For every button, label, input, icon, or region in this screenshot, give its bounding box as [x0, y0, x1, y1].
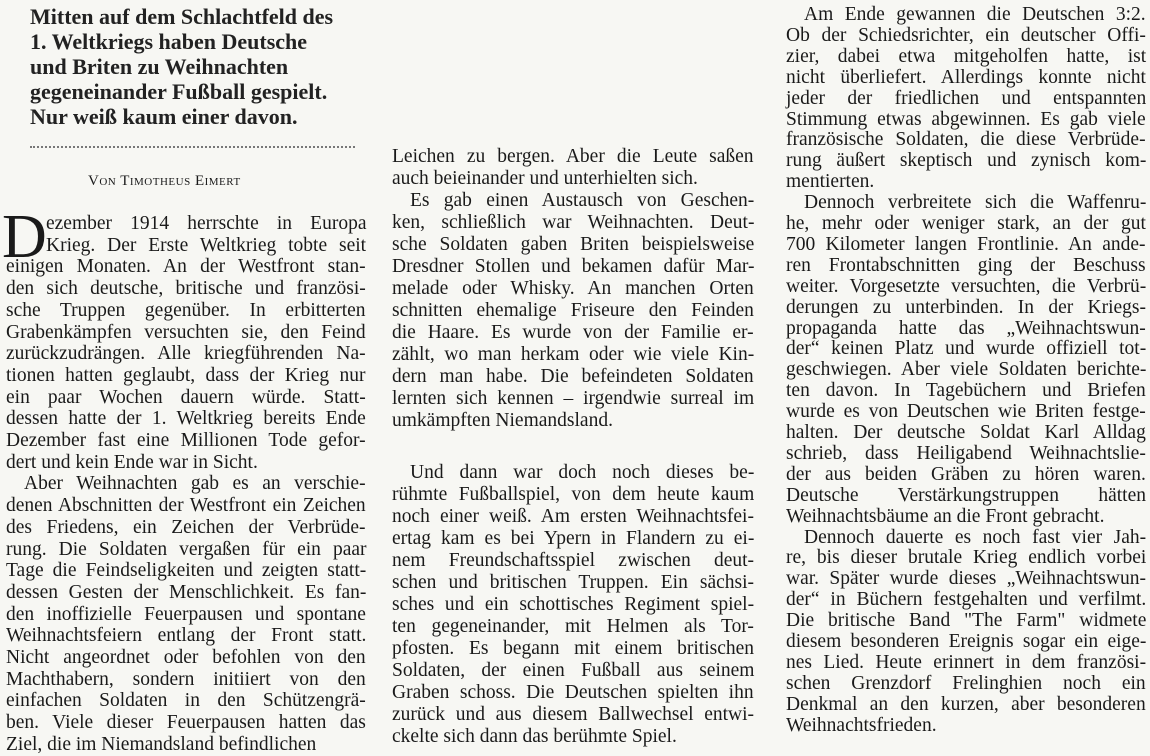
text-line: jeder der friedlichen und entspannten — [786, 87, 1147, 109]
text-line: ben. Viele dieser Feuerpausen hatten das — [6, 712, 366, 734]
text-line: tionen hatten geglaubt, dass der Krieg nur — [6, 364, 366, 386]
lede-block — [30, 4, 370, 129]
text-line: melade oder Whisky. An manchen Orten — [392, 278, 754, 299]
text-line: Grabenkämpfen versuchten sie, den Feind — [6, 321, 366, 343]
lede-line: gegeneinander Fußball gespielt. — [30, 79, 328, 104]
text-line: der“ in Büchern festgehalten und verfilmt. — [786, 589, 1147, 611]
text-line: den sich deutsche, britische und französi- — [6, 278, 366, 300]
text-line: derungen zu unterbinden. In der Kriegs- — [786, 296, 1146, 318]
text-line: rung. Die Soldaten vergaßen für ein paar — [6, 538, 367, 560]
text-line: diesem besonderen Ereignis sogar ein eige- — [786, 631, 1147, 652]
text-line: sche Truppen gegenüber. In erbitterten — [6, 299, 366, 321]
text-line: Deutsche Verstärkungstruppen hätten — [786, 484, 1146, 506]
text-line: denen Abschnitten der Westfront ein Zeichen — [6, 495, 366, 517]
text-line: he, mehr oder weniger stark, an der gut — [786, 213, 1146, 234]
text-line: wurde es von Deutschen wie Briten festge- — [786, 401, 1146, 423]
text-line: rühmte Fußballspiel, von dem heute kaum — [392, 484, 755, 505]
text-line: halten. Der deutsche Soldat Karl Alldag — [786, 422, 1146, 443]
text-line: Weihnachtsfrieden. — [786, 714, 937, 736]
text-line: rung äußert skeptisch und zynisch kom- — [786, 150, 1147, 172]
text-line: schen Grenzdorf Frelinghien noch ein — [786, 672, 1146, 694]
text-line: schrieb, dass Heiligabend Weihnachtslie- — [786, 442, 1146, 464]
text-line: sche Soldaten gaben Briten beispielsweise — [392, 234, 755, 255]
text-line: Es gab einen Austausch von Geschen- — [410, 190, 755, 211]
text-line: weiter. Vorgesetzte versuchten, die Verbrü- — [786, 275, 1147, 297]
text-line: Ob der Schiedsrichter, ein deutscher Offi- — [786, 24, 1146, 46]
text-line: re, bis dieser brutale Krieg endlich vorbei — [786, 547, 1147, 569]
text-line: Graben schoss. Die Deutschen spielten ihn — [392, 682, 754, 703]
text-line: einigen Monaten. An der Westfront stan- — [6, 256, 366, 278]
text-line: umkämpften Niemandsland. — [392, 410, 613, 431]
lede-line: 1. Weltkriegs haben Deutsche — [30, 29, 308, 54]
text-line: ezember 1914 herrschte in Europa — [46, 213, 367, 234]
text-line: französische Soldaten, die diese Verbrüde- — [786, 129, 1146, 151]
text-line: war. Später wurde dieses „Weihnachtswun- — [786, 568, 1146, 590]
text-line: noch einer weiß. Am ersten Weihnachtsfei- — [392, 506, 754, 527]
text-line: den inoffizielle Feuerpausen und spontane — [6, 603, 366, 625]
text-line: dern man habe. Die befeindeten Soldaten — [392, 366, 754, 387]
text-line: sches und ein schottisches Regiment spiel- — [392, 594, 755, 615]
text-line: Dennoch verbreitete sich die Waffenru- — [804, 192, 1147, 214]
text-line: Stimmung etwas abgewinnen. Es gab viele — [786, 108, 1146, 130]
text-line: Denkmal an den kurzen, aber besonderen — [786, 693, 1146, 715]
text-line: auch beieinander und unterhielten sich. — [392, 168, 698, 189]
text-line: lernten sich kennen – irgendwie surreal im — [392, 388, 755, 409]
text-line: ten gegeneinander, mit Helmen als Tor- — [392, 616, 754, 637]
text-line: nicht überliefert. Allerdings konnte nicht — [786, 66, 1146, 88]
text-line: ten davon. In Tagebüchern und Briefen — [786, 380, 1146, 402]
text-line: Ziel, die im Niemandsland befindlichen — [6, 733, 317, 755]
text-line: propaganda hatte das „Weihnachtswun- — [786, 317, 1146, 339]
text-line: zurück und aus diesem Ballwechsel entwi- — [392, 704, 755, 725]
byline: Von Timotheus Eimert — [88, 173, 241, 189]
text-line: ken, schließlich war Weihnachten. Deut- — [392, 212, 755, 233]
text-line: Die britische Band "The Farm" widmete — [786, 610, 1147, 632]
text-line: schnitten ehemalige Friseure den Feinden — [392, 300, 754, 321]
lede-line: Nur weiß kaum einer davon. — [30, 104, 298, 129]
text-line: dert und kein Ende war in Sicht. — [6, 451, 258, 473]
text-line: des Friedens, ein Zeichen der Verbrüde- — [6, 516, 366, 538]
text-line: geschwiegen. Aber viele Soldaten berichte- — [786, 359, 1147, 381]
text-line: der“ keinen Platz und wurde offiziell tot- — [786, 338, 1147, 360]
lede-line: und Briten zu Weihnachten — [30, 54, 289, 79]
text-line: nem Freundschaftsspiel zwischen deut- — [392, 550, 755, 571]
text-line: ren Frontabschnitten ging der Beschuss — [786, 254, 1146, 276]
text-line: dessen Gesten der Menschlichkeit. Es fan- — [6, 581, 367, 603]
lede-line: Mitten auf dem Schlachtfeld des — [30, 4, 334, 29]
drop-cap: D — [2, 203, 47, 271]
text-line: ein paar Wochen dauern würde. Statt- — [6, 386, 366, 408]
text-line: schen und britischen Truppen. Ein sächsi- — [392, 572, 755, 593]
text-line: einfachen Soldaten in den Schützengrä- — [6, 690, 366, 712]
text-line: Am Ende gewannen die Deutschen 3:2. — [804, 4, 1146, 25]
text-line: Nicht angeordnet oder befohlen von den — [6, 647, 366, 668]
text-line: Weihnachtsfeiern entlang der Front statt. — [6, 625, 367, 647]
divider-rule — [30, 146, 355, 148]
text-line: mentierten. — [786, 171, 875, 193]
text-line: 700 Kilometer langen Frontlinie. An ande- — [786, 233, 1146, 255]
text-line: pfosten. Es begann mit einem britischen — [392, 638, 755, 659]
text-line: Tage die Feindseligkeiten und zeigten statt- — [6, 560, 367, 582]
text-line: ertag kam es bei Ypern in Flandern zu ei- — [392, 528, 755, 549]
text-line: zurückzudrängen. Alle kriegführenden Na- — [6, 343, 366, 365]
text-line: Leichen zu bergen. Aber die Leute saßen — [392, 146, 754, 167]
text-line: Machthabern, sondern initiiert von den — [6, 668, 366, 690]
text-line: Aber Weihnachten gab es an verschie- — [24, 473, 366, 495]
text-line: Dezember fast eine Millionen Tode gefor- — [6, 430, 366, 451]
text-line: nes Lied. Heute erinnert in dem französi- — [786, 651, 1147, 673]
text-line: Dennoch dauerte es noch fast vier Jah- — [804, 526, 1147, 548]
text-line: Krieg. Der Erste Weltkrieg tobte seit — [46, 234, 367, 256]
text-line: zier, dabei etwa mitgeholfen hatte, ist — [786, 45, 1147, 67]
text-line: ckelte sich dann das berühmte Spiel. — [392, 726, 677, 747]
text-line: der aus beiden Gräben zu hören waren. — [786, 463, 1146, 485]
text-line: dessen hatte der 1. Weltkrieg bereits Ende — [6, 408, 366, 430]
text-line: Dresdner Stollen und bekamen dafür Mar- — [392, 256, 755, 277]
text-line: die Haare. Es wurde von der Familie er- — [392, 322, 754, 343]
text-line: Und dann war doch noch dieses be- — [410, 462, 755, 483]
text-line: Soldaten, der einen Fußball aus seinem — [392, 660, 755, 681]
text-line: zählt, wo man herkam oder wie viele Kin- — [392, 344, 755, 365]
text-line: Weihnachtsbäume an die Front gebracht. — [786, 505, 1105, 527]
